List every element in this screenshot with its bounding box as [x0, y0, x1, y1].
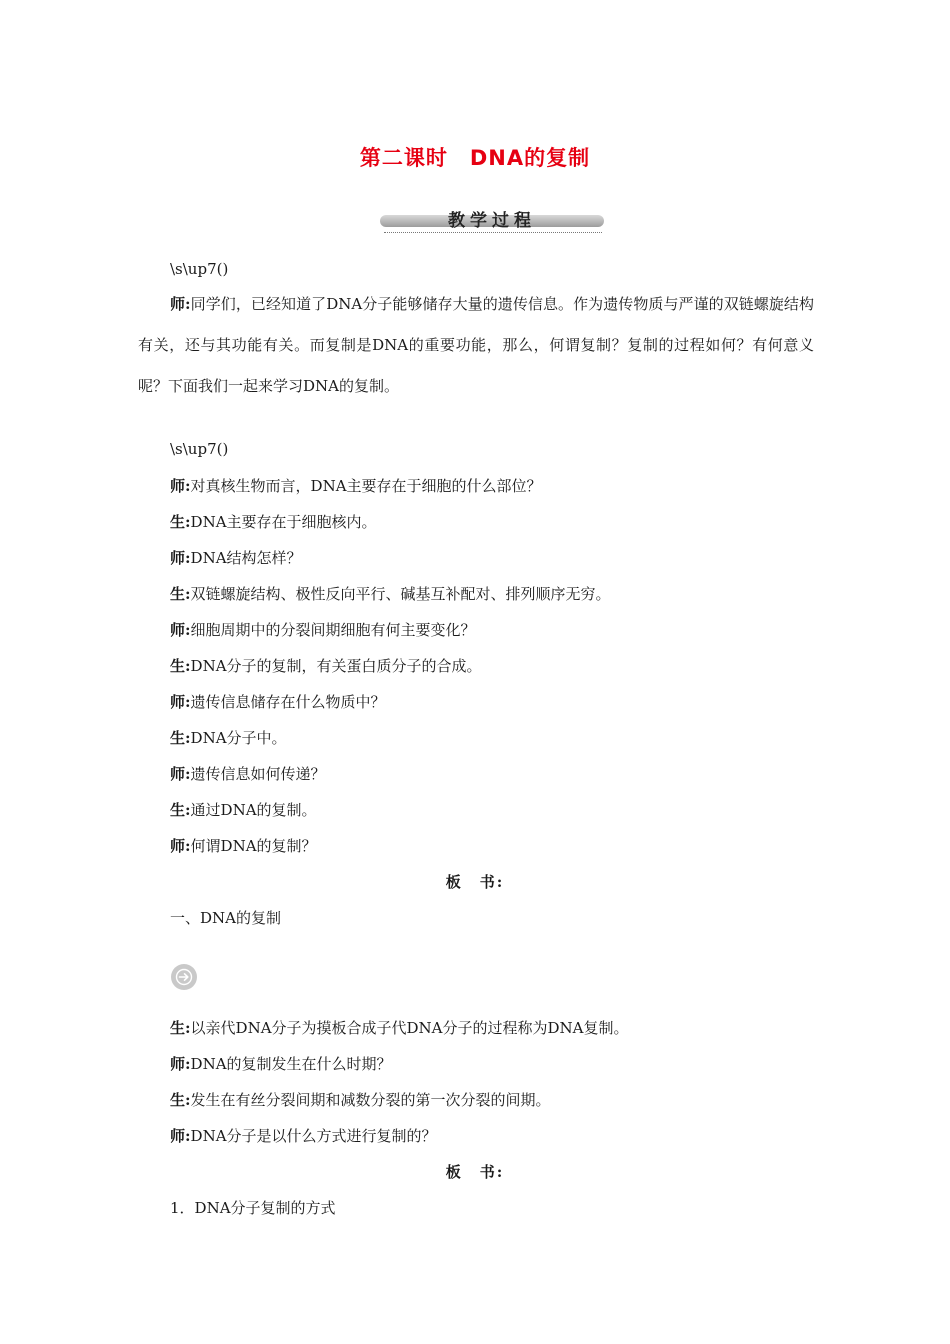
page-title [0, 142, 950, 172]
speaker-label: 师: [170, 693, 191, 711]
section-banner [380, 206, 604, 232]
dialogue-text: 遗传信息储存在什么物质中？ [190, 693, 386, 711]
dialogue-text: DNA的复制发生在什么时期？ [190, 1055, 392, 1073]
intro-text: 同学们，已经知道了DNA分子能够储存大量的遗传信息。作为遗传物质与严谨的双链螺旋结构有关，还与其功能有关。而复制是DNA的重要功能，那么，何谓复制？复制的过程如何？有何意义呢？下面我们一起来学习DNA的复制。 [138, 295, 814, 395]
speaker-label: 师: [170, 295, 191, 313]
dialogue-line [170, 763, 326, 784]
dialogue-text: 通过DNA的复制。 [190, 801, 317, 819]
dialogue-line [170, 547, 302, 568]
dialogue-line [170, 727, 287, 748]
board-heading: 板 书: [445, 873, 505, 891]
dialogue-text: DNA分子的复制，有关蛋白质分子的合成。 [190, 657, 482, 675]
dialogue-text: 对真核生物而言，DNA主要存在于细胞的什么部位？ [190, 477, 542, 495]
dialogue-line [170, 799, 317, 820]
speaker-label: 生: [170, 657, 191, 675]
dialogue-text: DNA分子中。 [190, 729, 287, 747]
speaker-label: 生: [170, 1019, 191, 1037]
speaker-label: 师: [170, 837, 191, 855]
dialogue-line [170, 655, 482, 676]
board-heading: 板 书: [445, 1163, 505, 1181]
dialogue-text: 双链螺旋结构、极性反向平行、碱基互补配对、排列顺序无穷。 [190, 585, 611, 603]
dialogue-line [170, 835, 317, 856]
dialogue-line [170, 475, 542, 496]
intro-paragraph [138, 284, 814, 407]
intro-marker: \s\up7() [170, 260, 229, 278]
speaker-label: 师: [170, 477, 191, 495]
dialogue-line [170, 1053, 392, 1074]
board-item: 一、DNA的复制 [170, 909, 281, 927]
dialogue-line [170, 511, 377, 532]
speaker-label: 师: [170, 549, 191, 567]
speaker-label: 生: [170, 1091, 191, 1109]
dialogue-text: DNA分子是以什么方式进行复制的？ [190, 1127, 437, 1145]
speaker-label: 生: [170, 801, 191, 819]
dialogue-line [170, 1125, 437, 1146]
speaker-label: 生: [170, 585, 191, 603]
title-lesson: 第二课时 [359, 146, 448, 170]
dialogue-line [170, 583, 611, 604]
speaker-label: 师: [170, 765, 191, 783]
speaker-label: 师: [170, 621, 191, 639]
board-item: 1．DNA分子复制的方式 [170, 1199, 336, 1217]
dialogue-line [170, 619, 476, 640]
speaker-label: 师: [170, 1127, 191, 1145]
banner-label: 教学过程 [448, 211, 536, 231]
arrow-right-circle-icon [171, 964, 197, 990]
dialogue-line [170, 1089, 551, 1110]
dialogue-text: DNA主要存在于细胞核内。 [190, 513, 377, 531]
dialogue-text: 遗传信息如何传递？ [190, 765, 326, 783]
dialogue-line [170, 1017, 629, 1038]
speaker-label: 师: [170, 1055, 191, 1073]
speaker-label: 生: [170, 513, 191, 531]
speaker-label: 生: [170, 729, 191, 747]
dialogue-text: DNA结构怎样？ [190, 549, 302, 567]
dialogue-text: 细胞周期中的分裂间期细胞有何主要变化？ [190, 621, 476, 639]
title-topic: DNA的复制 [469, 146, 591, 170]
section-marker: \s\up7() [170, 440, 229, 458]
dialogue-text: 以亲代DNA分子为摸板合成子代DNA分子的过程称为DNA复制。 [190, 1019, 629, 1037]
dialogue-line [170, 691, 386, 712]
dialogue-text: 何谓DNA的复制？ [190, 837, 317, 855]
dialogue-text: 发生在有丝分裂间期和减数分裂的第一次分裂的间期。 [190, 1091, 551, 1109]
